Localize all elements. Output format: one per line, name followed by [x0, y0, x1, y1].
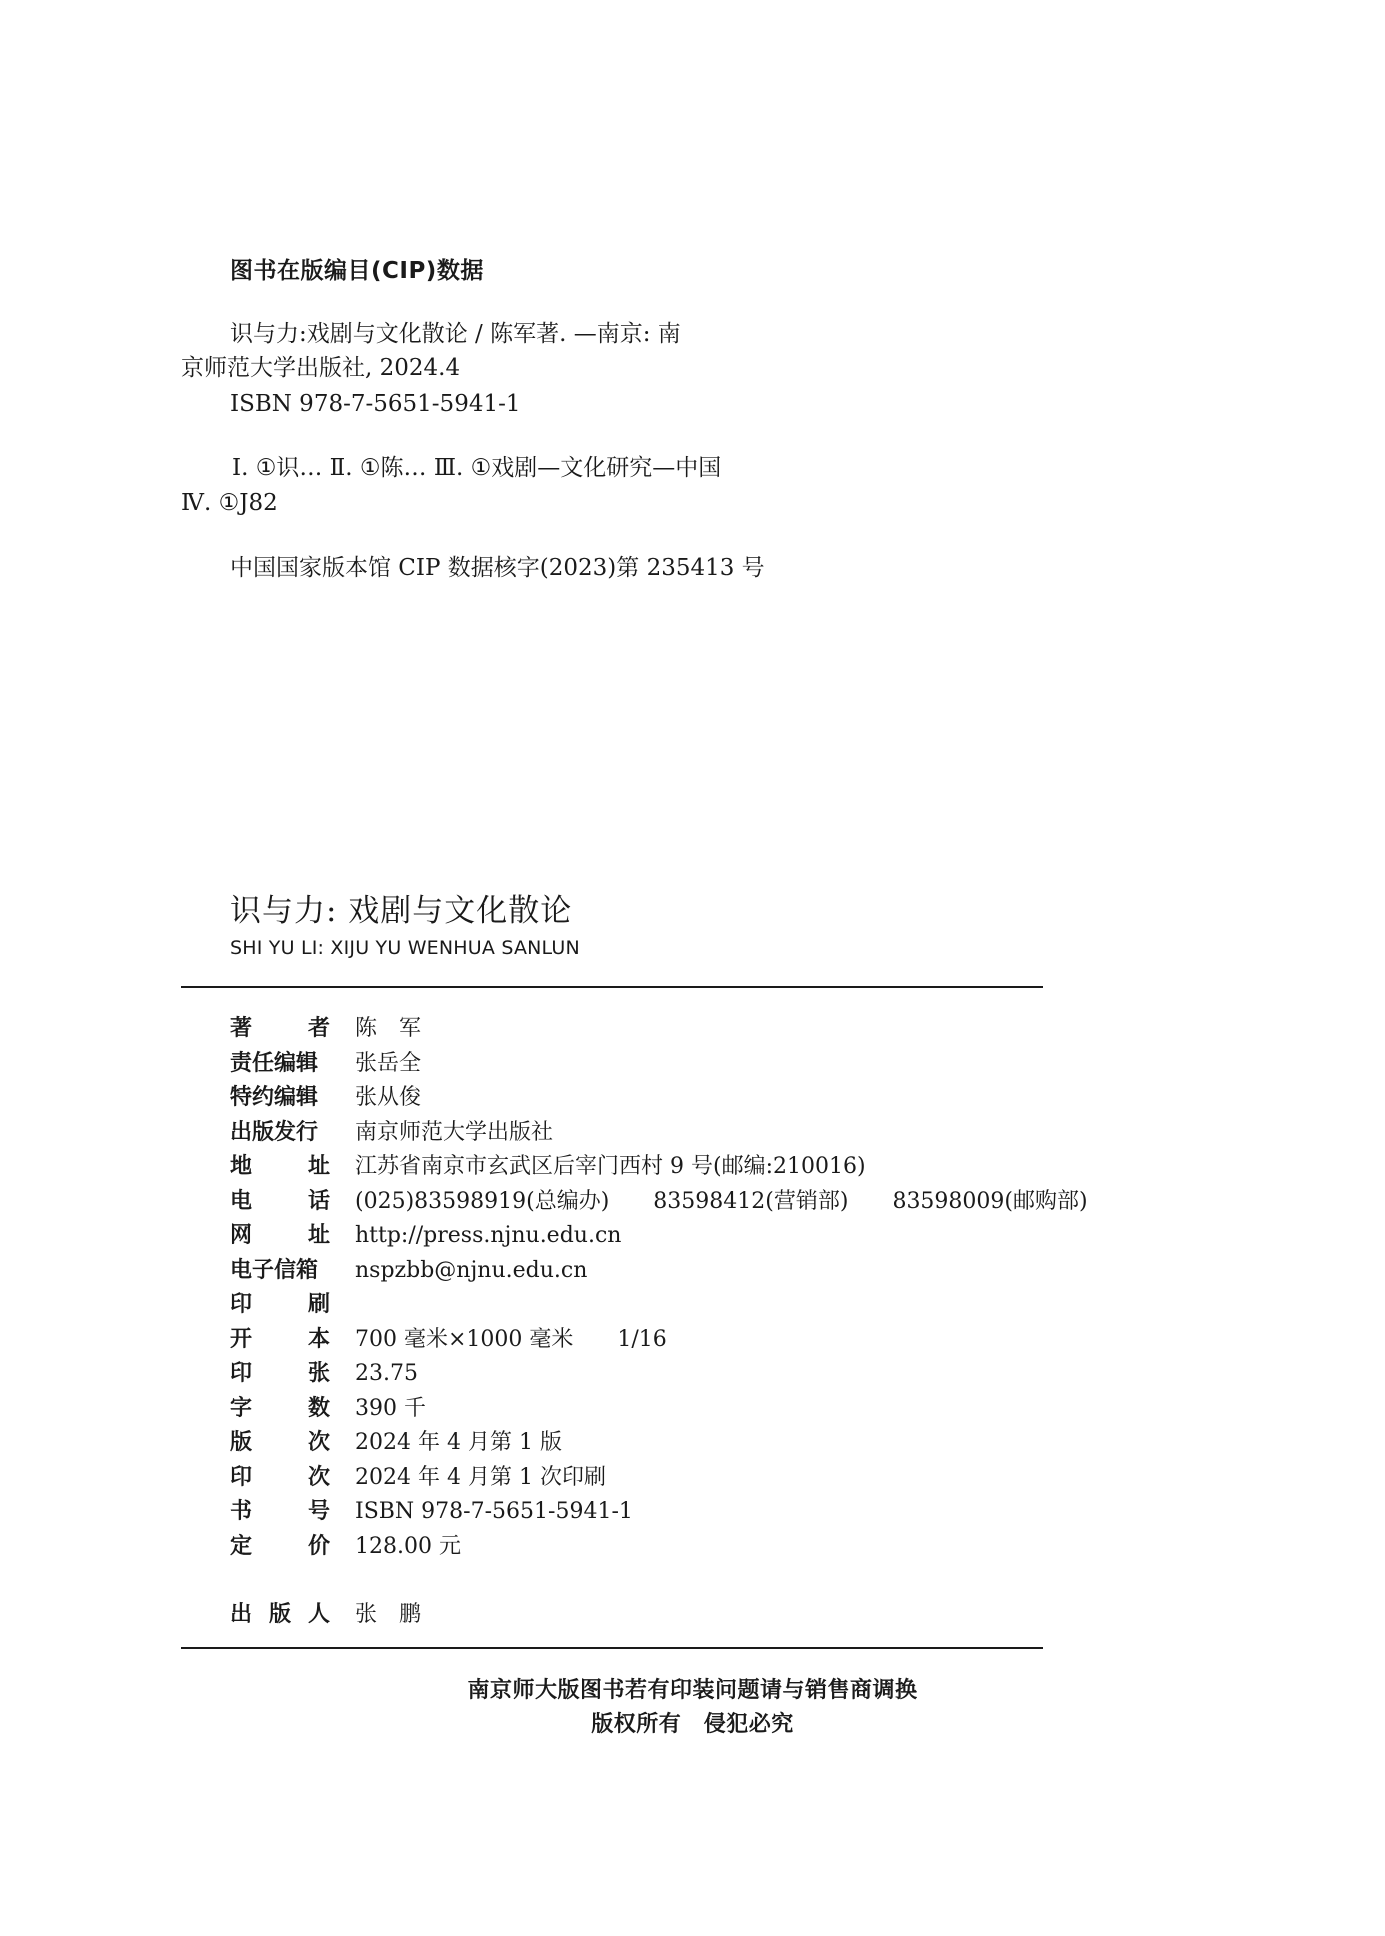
print-issue-notice: 南京师大版图书若有印装问题请与销售商调换	[467, 1678, 918, 1703]
info-label-part: 电子信箱	[230, 1258, 319, 1283]
info-label-part: 印	[230, 1361, 253, 1386]
info-row	[230, 1356, 1130, 1391]
info-label-part: 印	[230, 1292, 253, 1317]
info-label	[230, 1046, 330, 1081]
info-value: ISBN 978-7-5651-5941-1	[355, 1499, 633, 1524]
info-label-part: 出版发行	[230, 1120, 319, 1145]
info-label-part: 刷	[307, 1292, 330, 1317]
info-label-part: 印	[230, 1465, 253, 1490]
info-label-part: 电	[230, 1189, 253, 1214]
cip-subject-line-1: Ⅰ. ①识… Ⅱ. ①陈… Ⅲ. ①戏剧—文化研究—中国	[232, 455, 722, 481]
info-label	[230, 1080, 330, 1115]
info-value: 23.75	[355, 1361, 418, 1386]
info-row	[230, 1253, 1130, 1288]
info-row	[230, 1080, 1130, 1115]
info-label	[230, 1425, 330, 1460]
publisher-person-label	[230, 1597, 330, 1632]
cip-record-number: 中国国家版本馆 CIP 数据核字(2023)第 235413 号	[230, 555, 765, 581]
info-label-part: 网	[230, 1223, 253, 1248]
info-label-part: 地	[230, 1154, 253, 1179]
info-value: 390 千	[355, 1396, 426, 1421]
info-value: (025)83598919(总编办) 83598412(营销部) 83598009(邮购部)	[355, 1189, 1088, 1214]
book-title-pinyin: SHI YU LI: XIJU YU WENHUA SANLUN	[230, 937, 580, 959]
info-label-part: 特约编辑	[230, 1085, 319, 1110]
info-row	[230, 1218, 1130, 1253]
info-label-part: 号	[307, 1499, 330, 1524]
info-label	[230, 1529, 330, 1564]
info-label	[230, 1322, 330, 1357]
info-label-part: 书	[230, 1499, 253, 1524]
copyright-notice: 版权所有 侵犯必究	[591, 1712, 794, 1737]
cip-entry-line-2: 京师范大学出版社, 2024.4	[181, 355, 461, 381]
info-label	[230, 1287, 330, 1322]
info-label-part: 定	[230, 1534, 253, 1559]
info-label-part: 址	[307, 1154, 330, 1179]
info-label-part: 数	[307, 1396, 330, 1421]
publisher-person-row	[230, 1597, 1130, 1632]
info-label-part: 价	[307, 1534, 330, 1559]
info-value: 张岳全	[355, 1051, 422, 1076]
info-row	[230, 1011, 1130, 1046]
cip-heading: 图书在版编目(CIP)数据	[230, 258, 484, 284]
info-label-part: 话	[307, 1189, 330, 1214]
info-label	[230, 1494, 330, 1529]
publisher-label-part: 出	[230, 1602, 253, 1627]
info-row	[230, 1494, 1130, 1529]
info-value: 2024 年 4 月第 1 版	[355, 1430, 562, 1455]
info-label-part: 者	[307, 1016, 330, 1041]
info-label	[230, 1115, 330, 1150]
info-value: 128.00 元	[355, 1534, 461, 1559]
info-label-part: 字	[230, 1396, 253, 1421]
info-value: nspzbb@njnu.edu.cn	[355, 1258, 588, 1283]
info-row	[230, 1149, 1130, 1184]
book-title: 识与力: 戏剧与文化散论	[230, 893, 573, 929]
info-label	[230, 1460, 330, 1495]
info-label	[230, 1011, 330, 1046]
cip-entry-line-1: 识与力:戏剧与文化散论 / 陈军著. —南京: 南	[230, 321, 681, 347]
info-row	[230, 1391, 1130, 1426]
info-row	[230, 1287, 1130, 1322]
info-label	[230, 1391, 330, 1426]
publisher-person-value: 张 鹏	[355, 1602, 422, 1627]
info-label	[230, 1253, 330, 1288]
info-label-part: 址	[307, 1223, 330, 1248]
info-label	[230, 1356, 330, 1391]
publisher-label-part: 版	[268, 1602, 291, 1627]
info-value: 陈 军	[355, 1016, 422, 1041]
info-label	[230, 1218, 330, 1253]
info-value: 江苏省南京市玄武区后宰门西村 9 号(邮编:210016)	[355, 1154, 866, 1179]
info-label-part: 本	[307, 1327, 330, 1352]
info-label-part: 次	[307, 1430, 330, 1455]
info-row	[230, 1322, 1130, 1357]
info-label-part: 版	[230, 1430, 253, 1455]
top-rule	[181, 986, 1043, 988]
info-label-part: 张	[307, 1361, 330, 1386]
info-value: http://press.njnu.edu.cn	[355, 1223, 622, 1248]
info-value: 南京师范大学出版社	[355, 1120, 554, 1145]
info-label-part: 开	[230, 1327, 253, 1352]
info-row	[230, 1115, 1130, 1150]
info-label-part: 责任编辑	[230, 1051, 319, 1076]
info-label	[230, 1184, 330, 1219]
info-value: 2024 年 4 月第 1 次印刷	[355, 1465, 606, 1490]
info-value: 张从俊	[355, 1085, 422, 1110]
info-row	[230, 1425, 1130, 1460]
publisher-label-part: 人	[307, 1602, 330, 1627]
info-row	[230, 1184, 1130, 1219]
info-label-part: 著	[230, 1016, 253, 1041]
info-value: 700 毫米×1000 毫米 1/16	[355, 1327, 667, 1352]
cip-subject-line-2: Ⅳ. ①J82	[181, 490, 278, 516]
info-row	[230, 1460, 1130, 1495]
info-label	[230, 1149, 330, 1184]
info-label-part: 次	[307, 1465, 330, 1490]
bottom-rule	[181, 1647, 1043, 1649]
info-row	[230, 1046, 1130, 1081]
cip-isbn-line: ISBN 978-7-5651-5941-1	[230, 391, 521, 417]
info-row	[230, 1529, 1130, 1564]
